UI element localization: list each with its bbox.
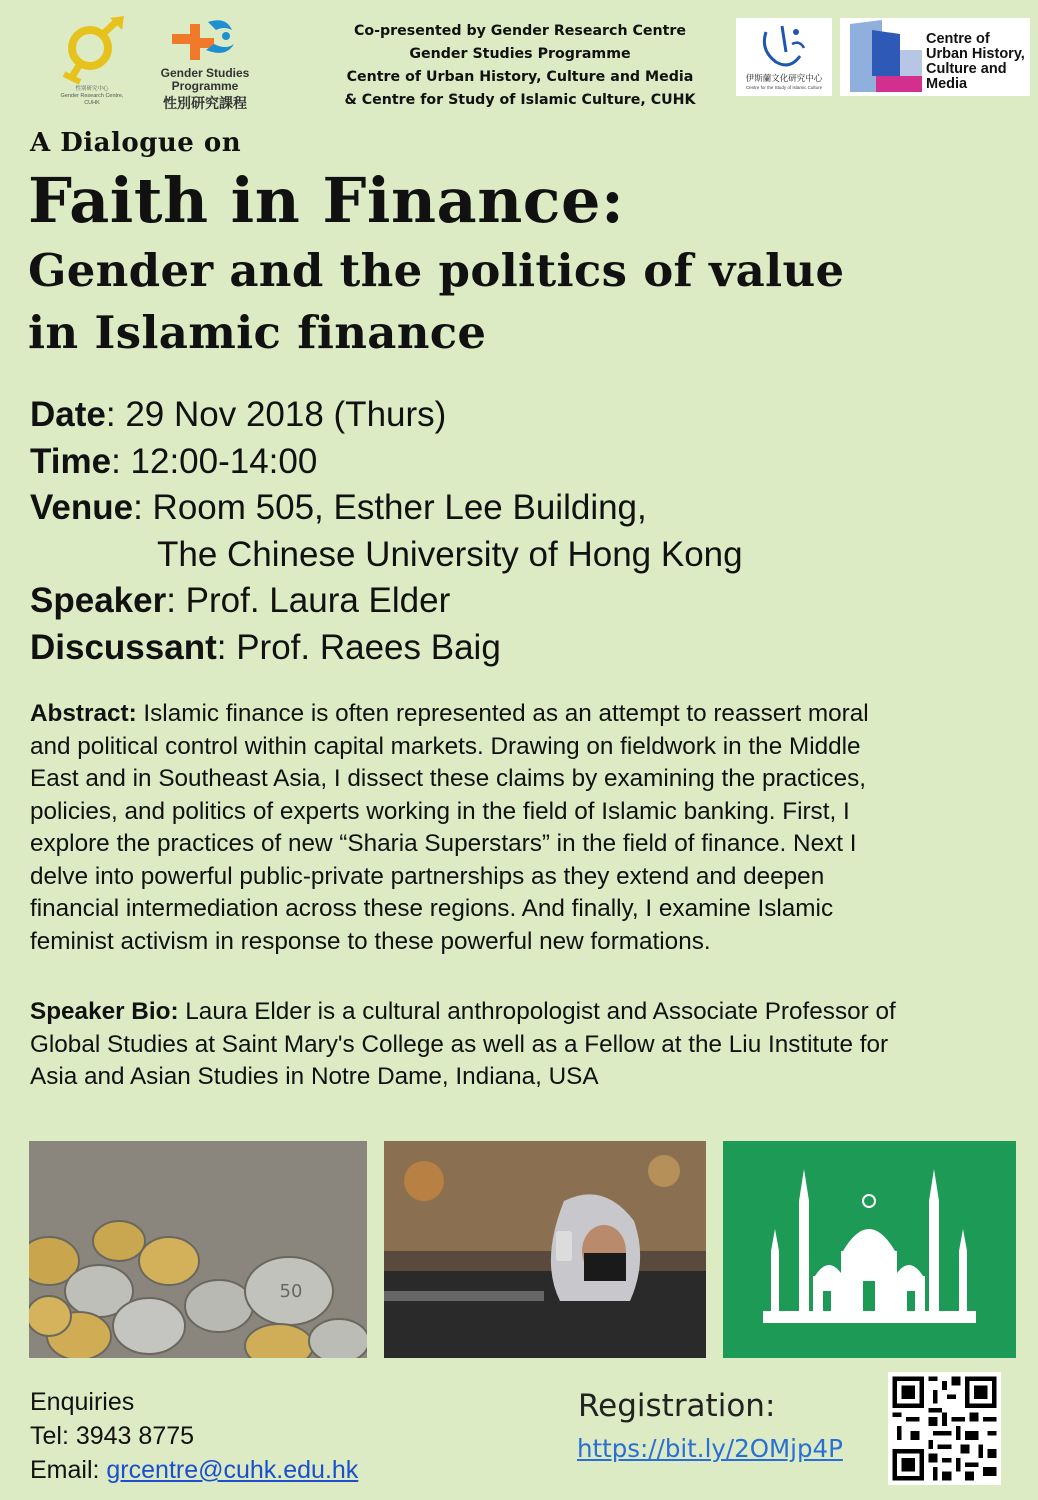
telephone: Tel: 3943 8775 bbox=[30, 1422, 195, 1450]
speaker-bio: Speaker Bio: Laura Elder is a cultural anthropologist and Associate Professor of Global Studies at Saint Mary's College as well as a Fellow at the Liu Institute for Asia and Asian Studies in Notre Dame, Indiana, USA bbox=[30, 998, 896, 1090]
email-row: Email: grcentre@cuhk.edu.hk bbox=[30, 1456, 359, 1484]
gsp-emblem-icon bbox=[150, 14, 260, 62]
enquiries bbox=[30, 1385, 358, 1487]
venue-row-cont: The Chinese University of Hong Kong bbox=[157, 534, 743, 574]
bio-label: Speaker Bio: bbox=[30, 998, 179, 1025]
enquiries-label: Enquiries bbox=[30, 1388, 135, 1416]
co-presenters bbox=[330, 20, 710, 112]
grc-logo-caption-cjk: 性別研究中心 bbox=[75, 86, 109, 92]
copresent-line: & Centre for Study of Islamic Culture, CUHK bbox=[344, 92, 696, 108]
grc-logo-caption: Gender Research Centre, CUHK bbox=[60, 93, 124, 106]
csic-logo-caption: Centre for the Study of Islamic Culture bbox=[745, 85, 823, 90]
copresent-line: Centre of Urban History, Culture and Media bbox=[346, 69, 694, 85]
building-blocks-icon bbox=[842, 20, 926, 94]
abstract-label: Abstract: bbox=[30, 700, 137, 727]
discussant-row: Discussant: Prof. Raees Baig bbox=[30, 627, 501, 667]
csic-logo-cjk: 伊斯蘭文化研究中心 bbox=[745, 73, 823, 83]
registration-qr-code[interactable] bbox=[888, 1372, 1001, 1485]
date-row: Date: 29 Nov 2018 (Thurs) bbox=[30, 395, 447, 434]
speaker-row: Speaker: Prof. Laura Elder bbox=[30, 581, 451, 620]
islamic-culture-centre-logo bbox=[736, 18, 832, 96]
registration-link[interactable]: https://bit.ly/2OMjp4P bbox=[577, 1434, 843, 1463]
coin-label: 50 bbox=[279, 1281, 303, 1302]
page-title: Faith in Finance: bbox=[28, 164, 625, 237]
calligraphy-emblem-icon bbox=[736, 18, 832, 74]
abstract: Abstract: Islamic finance is often represented as an attempt to reassert moral and political control within capital markets. Drawing on fieldwork in the Middle East and in Southeast Asia, I dissect these claims by examining the practices, policies, and politics of experts working in the field of Islamic banking. First, I explore the practices of new “Sharia Superstars” in the field of finance. Next I delve into powerful public-private partnerships as they extend and deepen financial intermediation across these regions. And finally, I examine Islamic feminist activism in response to these powerful new formations. bbox=[30, 700, 869, 955]
qr-code-icon bbox=[888, 1372, 1001, 1485]
woman-with-phone-photo bbox=[384, 1141, 706, 1358]
registration-label: Registration: bbox=[578, 1388, 776, 1424]
cuh-logo-text: Centre of Urban History, Culture and Media bbox=[926, 31, 1025, 92]
copresent-line: Gender Studies Programme bbox=[409, 46, 631, 62]
gender-research-centre-logo bbox=[52, 14, 132, 106]
title-prefix: A Dialogue on bbox=[30, 128, 242, 158]
urban-history-centre-logo bbox=[840, 18, 1030, 96]
page-subtitle: Gender and the politics of value in Islamic finance bbox=[28, 244, 845, 359]
gender-studies-programme-logo bbox=[150, 14, 260, 111]
time-row: Time: 12:00-14:00 bbox=[30, 441, 318, 481]
copresent-line: Co-presented by Gender Research Centre bbox=[353, 23, 687, 39]
mosque-illustration bbox=[723, 1141, 1016, 1358]
gsp-logo-line1: Gender Studies bbox=[160, 66, 250, 80]
email-link[interactable]: grcentre@cuhk.edu.hk bbox=[106, 1456, 359, 1484]
gsp-logo-cjk: 性別研究課程 bbox=[163, 95, 247, 111]
coins-photo bbox=[29, 1141, 367, 1358]
event-details bbox=[30, 392, 743, 671]
gsp-logo-line2: Programme bbox=[171, 79, 239, 93]
venue-row: Venue: Room 505, Esther Lee Building, bbox=[30, 488, 647, 527]
